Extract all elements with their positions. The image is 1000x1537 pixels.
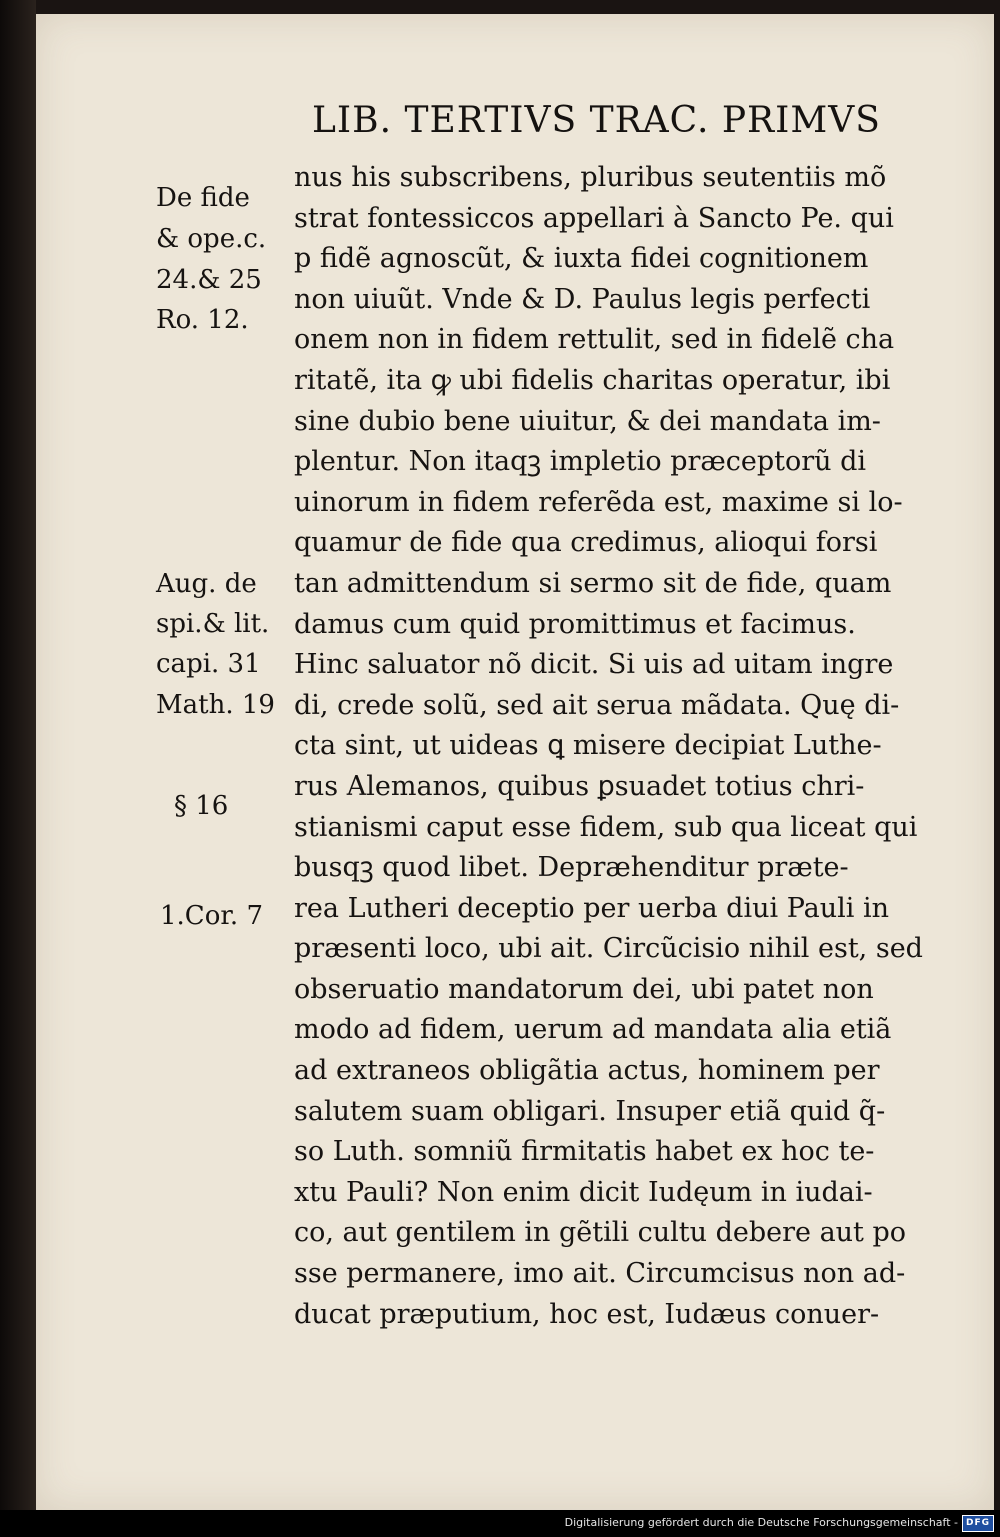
text-line: busqꝫ quod libet. Depræhenditur præte- (294, 852, 849, 884)
margin-note: spi.& lit. (156, 609, 270, 639)
text-line: obseruatio mandatorum dei, ubi patet non (294, 973, 874, 1005)
text-line: ad extraneos obligãtia actus, hominem per (294, 1055, 880, 1087)
margin-note: capi. 31 (156, 649, 261, 679)
text-line: xtu Pauli? Non enim dicit Iudęum in iudai- (294, 1176, 873, 1208)
text-line: modo ad fidem, uerum ad mandata alia etiã (294, 1014, 892, 1046)
text-line: rus Alemanos, quibus ꝑsuadet totius chri- (294, 770, 865, 802)
text-line: damus cum quid promittimus et facimus. (294, 608, 856, 640)
text-line: cta sint, ut uideas ꝗ misere decipiat Luthe- (294, 730, 882, 762)
text-line: plentur. Non itaqꝫ impletio præceptorũ di (294, 446, 867, 478)
text-line: Hinc saluator nõ dicit. Si uis ad uitam ingre (294, 649, 894, 681)
text-line: ducat præputium, hoc est, Iudæus conuer- (294, 1298, 880, 1330)
text-line: rea Lutheri deceptio per uerba diui Pauli in (294, 892, 890, 924)
text-line: strat fontessiccos appellari à Sancto Pe. qui (294, 202, 894, 234)
margin-note: Aug. de (156, 569, 257, 599)
text-line: nus his subscribens, pluribus seutentiis mõ (294, 162, 887, 193)
running-head: LIB. TERTIVS TRAC. PRIMVS (312, 100, 881, 141)
text-line: so Luth. somniũ firmitatis habet ex hoc te- (294, 1136, 875, 1168)
text-line: sine dubio bene uiuitur, & dei mandata im- (294, 405, 881, 437)
text-line: sse permanere, imo ait. Circumcisus non ad- (294, 1258, 906, 1290)
margin-note: § 16 (174, 791, 229, 821)
text-line: ritatẽ, ita ꝙ ubi fidelis charitas operatur, ibi (294, 364, 891, 396)
text-line: p fidẽ agnoscũt, & iuxta fidei cognitionem (294, 243, 869, 275)
book-spine (0, 0, 36, 1510)
margin-note: De fide (156, 183, 250, 213)
margin-note: 24.& 25 (156, 265, 262, 295)
text-line: di, crede solũ, sed ait serua mãdata. Quę di- (294, 689, 900, 721)
text-line: onem non in fidem rettulit, sed in fidelẽ cha (294, 324, 895, 356)
text-line: non uiuũt. Vnde & D. Paulus legis perfecti (294, 283, 871, 315)
text-line: stianismi caput esse fidem, sub qua liceat qui (294, 811, 918, 843)
text-line: tan admittendum si sermo sit de fide, quam (294, 567, 892, 599)
margin-note: Ro. 12. (156, 305, 249, 335)
margin-note: & ope.c. (156, 224, 267, 254)
margin-note: 1.Cor. 7 (160, 901, 263, 931)
main-text (294, 158, 934, 1335)
text-line: præsenti loco, ubi ait. Circũcisio nihil est, sed (294, 933, 923, 965)
funding-credit: Digitalisierung gefördert durch die Deutsche Forschungsgemeinschaft - (564, 1516, 958, 1529)
dfg-logo: DFG (962, 1515, 994, 1532)
text-line: uinorum in fidem referẽda est, maxime si lo- (294, 486, 903, 518)
text-line: quamur de fide qua credimus, alioqui forsi (294, 527, 878, 559)
text-line: salutem suam obligari. Insuper etiã quid q̃- (294, 1095, 886, 1127)
footer-bar (0, 1510, 1000, 1537)
margin-note: Math. 19 (156, 690, 275, 720)
text-line: co, aut gentilem in gẽtili cultu debere aut po (294, 1217, 907, 1249)
